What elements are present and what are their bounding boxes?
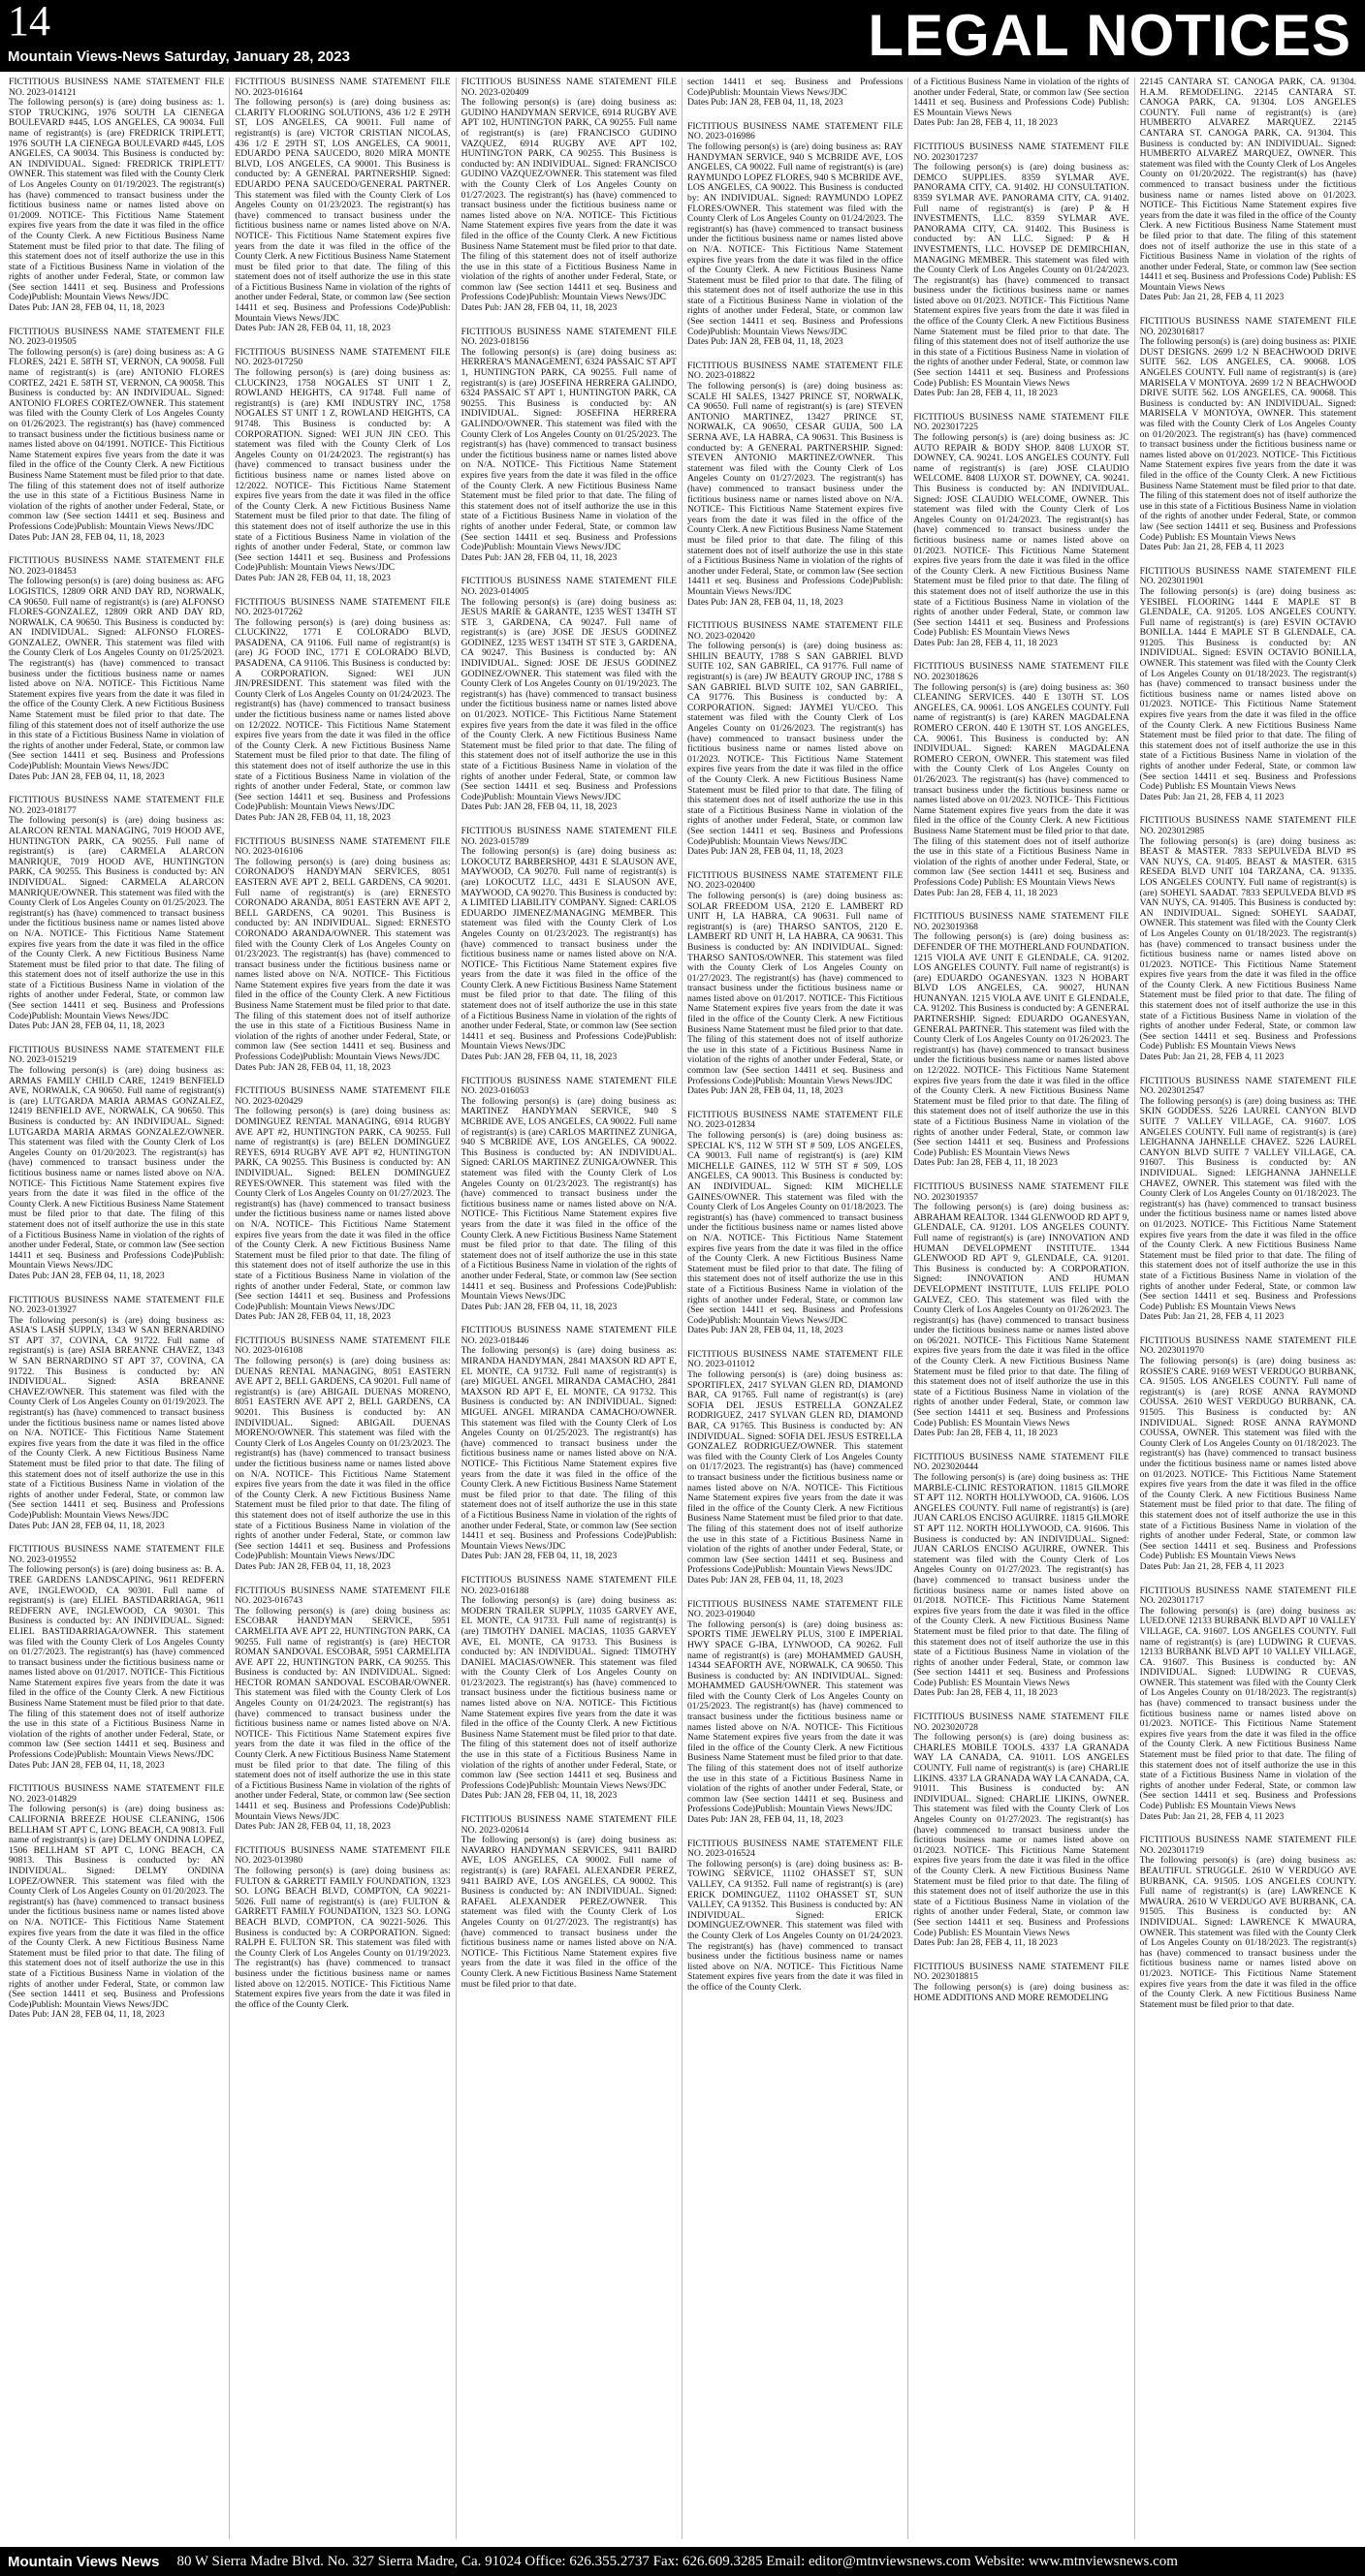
notice-body: The following person(s) is (are) doing business as: ROSSIE'S CARE. 9169 WEST VERDUGO BURBANK, CA. 91505. LOS ANGELES COUNTY. Full name of registrant(s) is (are) ROSE ANNA RAYMOND COUSSA. 2610 WEST VERDUGO BURBANK, CA. 91505. This Business is conducted by: AN INDIVIDUAL. Signed: ROSE ANNA RAYMOND COUSSA, OWNER. This statement was filed with the County Clerk of Los Angeles County on 01/18/2023. The registrant(s) has (have) commenced to transact business under the fictitious business name or names listed above on 01/2023. NOTICE- This Fictitious Name Statement expires five years from the date it was filed in the office of the County Clerk. A new Fictitious Business Name Statement must be filed prior to that date. The filing of this statement does not of itself authorize the use in this state of a Fictitious Business Name in violation of the rights of another under Federal, State, or common law (See section 14411 et seq. Business and Professions Code) Publish: ES Mountain Views News [1139,1356,1356,1562]
notice-body: The following person(s) is (are) doing business as: LOKOCUTZ BARBERSHOP, 4431 E SLAUSON AVE, MAYWOOD, CA 90270. Full name of registrant(s) is (are) LOKOCUTZ LLC, 4431 E SLAUSON AVE, MAYWOOD, CA 90270. This Business is conducted by: A LIMITED LIABILITY COMPANY. Signed: CARLOS EDUARDO JIMENEZ/MANAGING MEMBER. This statement was filed with the County Clerk of Los Angeles County on 01/23/2023. The registrant(s) has (have) commenced to transact business under the fictitious business name or names listed above on N/A. NOTICE- This Fictitious Name Statement expires five years from the date it was filed in the office of the County Clerk. A new Fictitious Business Name Statement must be filed prior to that date. The filing of this statement does not of itself authorize the use in this state of a Fictitious Business Name in violation of the rights of another under Federal, State, or common law (See section 14411 et seq. Business and Professions Code)Publish: Mountain Views News/JDC [460,846,677,1052]
legal-notice [9,78,224,314]
legal-notice [9,1545,224,1771]
notice-heading: FICTITIOUS BUSINESS NAME STATEMENT FILE NO. 2023-018453 [9,555,225,577]
notice-heading: FICTITIOUS BUSINESS NAME STATEMENT FILE NO. 2023-020409 [460,78,677,98]
notice-heading: FICTITIOUS BUSINESS NAME STATEMENT FILE NO. 2023011970 [1139,1335,1356,1357]
notice-heading: FICTITIOUS BUSINESS NAME STATEMENT FILE NO. 2023-016986 [686,120,904,142]
notice-heading: FICTITIOUS BUSINESS NAME STATEMENT FILE NO. 2023-019552 [9,1544,225,1565]
notice-publication-dates: Dates Pub: Jan 21, 28, FEB 4, 11 2023 [1139,542,1285,553]
notice-publication-dates: Dates Pub: Jan 21, 28, FEB 4, 11 2023 [1139,1560,1285,1572]
notice-body: The following person(s) is (are) doing business as: SCALE HI SALES, 13427 PRINCE ST, NORWALK, CA 90650. Full name of registrant(s) is (are) STEVEN ANTONIO MARTINEZ, 13427 PRINCE ST, NORWALK, CA 90650, CESAR GUIJA, 500 LA SERNA AVE, LA HABRA, CA 90631. This Business is conducted by: A GENERAL PARTNERSHIP. Signed: STEVEN ANTONIO MARTINEZ/OWNER. This statement was filed with the County Clerk of Los Angeles County on 01/27/2023. The registrant(s) has (have) commenced to transact business under the fictitious business name or names listed above on N/A. NOTICE- This Fictitious Name Statement expires five years from the date it was filed in the office of the County Clerk. A new Fictitious Business Name Statement must be filed prior to that date. The filing of this statement does not of itself authorize the use in this state of a Fictitious Business Name in violation of the rights of another under Federal, State, or common law (See section 14411 et seq. Business and Professions Code)Publish: Mountain Views News/JDC [686,381,904,597]
notice-publication-dates: Dates Pub: Jan 21, 28, FEB 4, 11 2023 [1139,1311,1285,1323]
notice-publication-dates: Dates Pub: JAN 28, FEB 04, 11, 18, 2023 [686,1325,843,1336]
legal-notice [461,328,677,564]
notice-body: The following person(s) is (are) doing business as: CLUCKIN23, 1758 NOGALES ST UNIT 1 Z, ROWLAND HEIGHTS, CA 91748. Full name of registrant(s) is (are) KMI INDUSTRY INC, 1758 NOGALES ST UNIT 1 Z, ROWLAND HEIGHTS, CA 91748. This Business is conducted by: A CORPORATION. Signed: WEI JUN JIN CEO. This statement was filed with the County Clerk of Los Angeles County on 01/24/2023. The registrant(s) has (have) commenced to transact business under the fictitious business name or names listed above on 12/2022. NOTICE- This Fictitious Name Statement expires five years from the date it was filed in the office of the County Clerk. A new Fictitious Business Name Statement must be filed prior to that date. The filing of this statement does not of itself authorize the use in this state of a Fictitious Business Name in violation of the rights of another under Federal, State, or common law (See section 14411 et seq. Business and Professions Code)Publish: Mountain Views News/JDC [235,367,451,574]
notice-heading: FICTITIOUS BUSINESS NAME STATEMENT FILE NO. 2023020728 [913,1712,1129,1733]
legal-notice [461,1326,677,1562]
paper-name-date: Mountain Views-News Saturday, January 28, 2023 [8,48,350,65]
notice-body: The following person(s) is (are) doing business as: CLUCKIN22, 1771 E COLORADO BLVD, PASADENA, CA 91106. Full name of registrant(s) is (are) JG FOOD INC, 1771 E COLORADO BLVD, PASADENA, CA 91106. This Business is conducted by: A CORPORATION. Signed: WEI JUN JIN/PRESIDENT. This statement was filed with the County Clerk of Los Angeles County on 01/24/2023. The registrant(s) has (have) commenced to transact business under the fictitious business name or names listed above on 12/2022. NOTICE- This Fictitious Name Statement expires five years from the date it was filed in the office of the County Clerk. A new Fictitious Business Name Statement must be filed prior to that date. The filing of this statement does not of itself authorize the use in this state of a Fictitious Business Name in violation of the rights of another under Federal, State, or common law (See section 14411 et seq. Business and Professions Code)Publish: Mountain Views News/JDC [235,616,451,813]
notice-publication-dates: Dates Pub: JAN 28, FEB 04, 11, 18, 2023 [460,551,618,563]
notice-publication-dates: Dates Pub: JAN 28, FEB 04, 11, 18, 2023 [235,1560,391,1572]
legal-notice [9,556,224,782]
notice-heading: FICTITIOUS BUSINESS NAME STATEMENT FILE NO. 2023-015789 [460,825,677,847]
notice-publication-dates: Dates Pub: JAN 28, FEB 04, 11, 18, 2023 [686,596,843,608]
notice-publication-dates: Dates Pub: JAN 28, FEB 04, 11, 18, 2023 [686,1814,843,1825]
notice-publication-dates: Dates Pub: JAN 28, FEB 04, 11, 18, 2023 [9,302,165,314]
legal-notice [913,912,1128,1169]
notice-publication-dates: Dates Pub: JAN 28, FEB 04, 11, 18, 2023 [235,323,391,334]
notice-heading: FICTITIOUS BUSINESS NAME STATEMENT FILE NO. 2023-018446 [460,1325,677,1346]
legal-notice [687,361,903,608]
notice-publication-dates: Dates Pub: Jan 28, FEB 4, 11, 18 2023 [913,637,1058,648]
notice-publication-dates: Dates Pub: Jan 28, FEB 4, 11, 18 2023 [913,117,1058,129]
notice-heading: FICTITIOUS BUSINESS NAME STATEMENT FILE NO. 2023018815 [913,1961,1129,1983]
notice-body: The following person(s) is (are) doing business as: SPORTS TIME JEWELRY PLUS, 3100 E IMPERIAL HWY SPACE G-IBA, LYNWOOD, CA 90262. Full name of registrant(s) is (are) MOHAMMED GAUSH, 14344 SEAFORTH AVE, NORWALK, CA 90650. This Business is conducted by: AN INDIVIDUAL. Signed: MOHAMMED GAUSH/OWNER. This statement was filed with the County Clerk of Los Angeles County on 01/25/2023. The registrant(s) has (have) commenced to transact business under the fictitious business name or names listed above on N/A. NOTICE- This Fictitious Name Statement expires five years from the date it was filed in the office of the County Clerk. A new Fictitious Business Name Statement must be filed prior to that date. The filing of this statement does not of itself authorize the use in this state of a Fictitious Business Name in violation of the rights of another under Federal, State, or common law (See section 14411 et seq. Business and Professions Code)Publish: Mountain Views News/JDC [686,1618,904,1815]
notice-body: The following person(s) is (are) doing business as: ALARCON RENTAL MANAGING, 7019 HOOD AVE, HUNTINGTON PARK, CA 90255. Full name of registrant(s) is (are) CARMELA ALARCON MANRIQUE, 7019 HOOD AVE, HUNTINGTON PARK, CA 90255. This Business is conducted by: AN INDIVIDUAL. Signed: CARMELA ALARCON MANRIQUE/OWNER. This statement was filed with the County Clerk of Los Angeles County on 01/25/2023. The registrant(s) has (have) commenced to transact business under the fictitious business name or names listed above on N/A. NOTICE- This Fictitious Name Statement expires five years from the date it was filed in the office of the County Clerk. A new Fictitious Business Name Statement must be filed prior to that date. The filing of this statement does not of itself authorize the use in this state of a Fictitious Business Name in violation of the rights of another under Federal, State, or common law (See section 14411 et seq. Business and Professions Code)Publish: Mountain Views News/JDC [9,815,225,1021]
notice-body: 22145 CANTARA ST. CANOGA PARK, CA. 91304. H.A.M. REMODELING. 22145 CANTARA ST. CANOGA PARK, CA. 91304. LOS ANGELES COUNTY. Full name of registrant(s) is (are) HUMBERTO ALVAREZ MARQUEZ. 22145 CANTARA ST. CANOGA PARK, CA. 91304. This Business is conducted by: AN INDIVIDUAL. Signed: HUMBERTO ALVAREZ MARQUEZ, OWNER. This statement was filed with the County Clerk of Los Angeles County on 01/20/2022. The registrant(s) has (have) commenced to transact business under the fictitious business name or names listed above on 01/2023. NOTICE- This Fictitious Name Statement expires five years from the date it was filed in the office of the County Clerk. A new Fictitious Business Name Statement must be filed prior to that date. The filing of this statement does not of itself authorize the use in this state of a Fictitious Business Name in violation of the rights of another under Federal, State, or common law (See section 14411 et seq. Business and Professions Code) Publish: ES Mountain Views News [1139,78,1356,293]
notice-publication-dates: Dates Pub: JAN 28, FEB 04, 11, 18, 2023 [686,336,843,348]
notice-body: The following person(s) is (are) doing business as: MODERN TRAILER SUPPLY, 11035 GARVEY AVE, EL MONTE, CA 91733. Full name of registrant(s) is (are) TIMOTHY DANIEL MACIAS, 11035 GARVEY AVE, EL MONTE, CA 91733. This Business is conducted by: AN INDIVIDUAL. Signed: TIMOTHY DANIEL MACIAS/OWNER. This statement was filed with the County Clerk of Los Angeles County on 01/23/2023. The registrant(s) has (have) commenced to transact business under the fictitious business name or names listed above on N/A. NOTICE- This Fictitious Name Statement expires five years from the date it was filed in the office of the County Clerk. A new Fictitious Business Name Statement must be filed prior to that date. The filing of this statement does not of itself authorize the use in this state of a Fictitious Business Name in violation of the rights of another under Federal, State, or common law (See section 14411 et seq. Business and Professions Code)Publish: Mountain Views News/JDC [460,1595,677,1791]
notice-publication-dates: Dates Pub: JAN 28, FEB 04, 11, 18, 2023 [9,531,165,543]
legal-notice [913,1453,1128,1699]
notice-heading: FICTITIOUS BUSINESS NAME STATEMENT FILE NO. 2023-012834 [686,1109,904,1131]
notice-body: The following person(s) is (are) doing business as: 1. STOP TRUCKING, 1976 SOUTH LA CIENEGA BOULEVARD #445, LOS ANGELES, CA 90034. Full name of registrant(s) is (are) FREDRICK TRIPLETT, 1976 SOUTH LA CIENEGA BOULEVARD #445, LOS ANGELES, CA 90034. This Business is conducted by: AN INDIVIDUAL. Signed: FREDRICK TRIPLETT/ OWNER. This statement was filed with the County Clerk of Los Angeles County on 01/19/2023. The registrant(s) has (have) commenced to transact business under the fictitious business name or names listed above on 01/2009. NOTICE- This Fictitious Name Statement expires five years from the date it was filed in the office of the County Clerk. A new Fictitious Business Name Statement must be filed prior to that date. The filing of this statement does not of itself authorize the use in this state of a Fictitious Business Name in violation of the rights of another under Federal, State, or common law (See section 14411 et seq. Business and Professions Code)Publish: Mountain Views News/JDC [9,97,225,303]
legal-notice [913,662,1128,898]
notice-heading: FICTITIOUS BUSINESS NAME STATEMENT FILE NO. 2023-020614 [460,1814,677,1836]
notice-body: The following person(s) is (are) doing business as: GUDINO HANDYMAN SERVICE, 6914 RUGBY AVE APT 102, HUNTINGTON PARK, CA 90255. Full name of registrant(s) is (are) FRANCISCO GUDINO VAZQUEZ, 6914 RUGBY AVE APT 102, HUNTINGTON PARK, CA 90255. This Business is conducted by: AN INDIVIDUAL. Signed: FRANCISCO GUDINO VAZQUEZ/OWNER. This statement was filed with the County Clerk of Los Angeles County on 01/27/2023. The registrant(s) has (have) commenced to transact business under the fictitious business name or names listed above on N/A. NOTICE- This Fictitious Name Statement expires five years from the date it was filed in the office of the County Clerk. A new Fictitious Business Name Statement must be filed prior to that date. The filing of this statement does not of itself authorize the use in this state of a Fictitious Business Name in violation of the rights of another under Federal, State, or common law (See section 14411 et seq. Business and Professions Code)Publish: Mountain Views News/JDC [460,97,677,303]
notice-publication-dates: Dates Pub: JAN 28, FEB 04, 11, 18, 2023 [235,1061,391,1073]
notice-heading: FICTITIOUS BUSINESS NAME STATEMENT FILE NO. 2023-019040 [686,1598,904,1620]
notice-publication-dates: Dates Pub: JAN 28, FEB 04, 11, 18, 2023 [235,1311,391,1323]
legal-notice [461,1077,677,1313]
notice-body: The following person(s) is (are) doing business as: DOMINGUEZ RENTAL MANAGING, 6914 RUGBY AVE APT #2, HUNTINGTON PARK, CA 90255. Full name of registrant(s) is (are) BELEN DOMINGUEZ REYES, 6914 RUGBY AVE APT #2, HUNTINGTON PARK, CA 90255. This Business is conducted by: AN INDIVIDUAL. Signed: BELEN DOMINGUEZ REYES/OWNER. This statement was filed with the County Clerk of Los Angeles County on 01/27/2023. The registrant(s) has (have) commenced to transact business under the fictitious business name or names listed above on N/A. NOTICE- This Fictitious Name Statement expires five years from the date it was filed in the office of the County Clerk. A new Fictitious Business Name Statement must be filed prior to that date. The filing of this statement does not of itself authorize the use in this state of a Fictitious Business Name in violation of the rights of another under Federal, State, or common law (See section 14411 et seq. Business and Professions Code)Publish: Mountain Views News/JDC [235,1106,451,1312]
notice-publication-dates: Dates Pub: JAN 28, FEB 04, 11, 18, 2023 [9,770,165,782]
notice-heading: FICTITIOUS BUSINESS NAME STATEMENT FILE NO. 2023011717 [1139,1585,1356,1607]
notice-publication-dates: Dates Pub: JAN 28, FEB 04, 11, 18, 2023 [460,1551,618,1562]
notice-publication-dates: Dates Pub: Jan 21, 28, FEB 4, 11 2023 [1139,791,1285,802]
legal-notice [687,1839,903,1994]
notice-body: The following person(s) is (are) doing business as: ESCOBAR HANDYMAN SERVICE, 5951 CARMELITA AVE APT 22, HUNTINGTON PARK, CA 90255. Full name of registrant(s) is (are) HECTOR ROMAN SANDOVAL ESCOBAR, 5951 CARMELITA AVE APT 22, HUNTINGTON PARK, CA 90255. This Business is conducted by: AN INDIVIDUAL. Signed: HECTOR ROMAN SANDOVAL ESCOBAR/OWNER. This statement was filed with the County Clerk of Los Angeles County on 01/24/2023. The registrant(s) has (have) commenced to transact business under the fictitious business name or names listed above on N/A. NOTICE- This Fictitious Name Statement expires five years from the date it was filed in the office of the County Clerk. A new Fictitious Business Name Statement must be filed prior to that date. The filing of this statement does not of itself authorize the use in this state of a Fictitious Business Name in violation of the rights of another under Federal, State, or common law (See section 14411 et seq. Business and Professions Code)Publish: Mountain Views News/JDC [235,1605,451,1822]
notice-heading: FICTITIOUS BUSINESS NAME STATEMENT FILE NO. 2023-020400 [686,869,904,892]
notice-body: The following person(s) is (are) doing business as: ARMAS FAMILY CHILD CARE, 12419 BENFIELD AVE, NORWALK, CA 90650. Full name of registrant(s) is (are) LUTGARDA MARIA ARMAS GONZALEZ, 12419 BENFIELD AVE, NORWALK, CA 90650. This Business is conducted by: AN INDIVIDUAL. Signed: LUTGARDA MARIA ARMAS GONZALEZ/OWNER. This statement was filed with the County Clerk of Los Angeles County on 01/20/2023. The registrant(s) has (have) commenced to transact business under the fictitious business name or names listed above on N/A. NOTICE- This Fictitious Name Statement expires five years from the date it was filed in the office of the County Clerk. A new Fictitious Business Name Statement must be filed prior to that date. The filing of this statement does not of itself authorize the use in this state of a Fictitious Business Name in violation of the rights of another under Federal, State, or common law (See section 14411 et seq. Business and Professions Code)Publish: Mountain Views News/JDC [9,1065,225,1272]
notice-body: The following person(s) is (are) doing business as: ABRAHAM REALTOR. 1344 GLENWOOD RD APT 9, GLENDALE, CA. 91201. LOS ANGELES COUNTY. Full name of registrant(s) is (are) INNOVATION AND HUMAN DEVELOPMENT INSTITUTE. 1344 GLENWOOD RD APT 9, GLENDALE, CA. 91201. This Business is conducted by: A CORPORATION. Signed: INNOVATION AND HUMAN DEVELOPMENT INSTITUTE, LUIS FELIPE POLO GALVEZ, CEO. This statement was filed with the County Clerk of Los Angeles County on 01/26/2023. The registrant(s) has (have) commenced to transact business under the fictitious business name or names listed above on 06/2021. NOTICE- This Fictitious Name Statement expires five years from the date it was filed in the office of the County Clerk. A new Fictitious Business Name Statement must be filed prior to that date. The filing of this statement does not of itself authorize the use in this state of a Fictitious Business Name in violation of the rights of another under Federal, State, or common law (See section 14411 et seq. Business and Professions Code) Publish: ES Mountain Views News [913,1202,1129,1429]
notice-publication-dates: Dates Pub: JAN 28, FEB 04, 11, 18, 2023 [460,1052,618,1063]
notice-publication-dates: Dates Pub: JAN 28, FEB 04, 11, 18, 2023 [9,2009,165,2021]
notice-publication-dates: Dates Pub: JAN 28, FEB 04, 11, 18, 2023 [235,1821,391,1833]
notice-publication-dates: Dates Pub: JAN 28, FEB 04, 11, 18, 2023 [9,1759,165,1771]
notice-body: The following person(s) is (are) doing business as: SPORTIFLEX, 2417 SYLVAN GLEN RD, DIAMOND BAR, CA 91765. Full name of registrant(s) is (are) SOFIA DEL JESUS ESTRELLA GONZALEZ RODRIGUEZ, 2417 SYLVAN GLEN RD, DIAMOND BAR, CA 91765. This Business is conducted by: AN INDIVIDUAL. Signed: SOFIA DEL JESUS ESTRELLA GONZALEZ RODRIGUEZ/OWNER. This statement was filed with the County Clerk of Los Angeles County on 01/17/2023. The registrant(s) has (have) commenced to transact business under the fictitious business name or names listed above on N/A. NOTICE- This Fictitious Name Statement expires five years from the date it was filed in the office of the County Clerk. A new Fictitious Business Name Statement must be filed prior to that date. The filing of this statement does not of itself authorize the use in this state of a Fictitious Business Name in violation of the rights of another under Federal, State, or common law (See section 14411 et seq. Business and Professions Code)Publish: Mountain Views News/JDC [686,1369,904,1576]
legal-notice [687,1350,903,1586]
notice-body: The following person(s) is (are) doing business as: RAY HANDYMAN SERVICE, 940 S MCBRIDE AVE, LOS ANGELES, CA 90022. Full name of registrant(s) is (are) RAYMUNDO LOPEZ FLORES, 940 S MCBRIDE AVE, LOS ANGELES, CA 90022. This Business is conducted by: AN INDIVIDUAL. Signed: RAYMUNDO LOPEZ FLORES/OWNER. This statement was filed with the County Clerk of Los Angeles County on 01/24/2023. The registrant(s) has (have) commenced to transact business under the fictitious business name or names listed above on N/A. NOTICE- This Fictitious Name Statement expires five years from the date it was filed in the office of the County Clerk. A new Fictitious Business Name Statement must be filed prior to that date. The filing of this statement does not of itself authorize the use in this state of a Fictitious Business Name in violation of the rights of another under Federal, State, or common law (See section 14411 et seq. Business and Professions Code)Publish: Mountain Views News/JDC [686,141,904,337]
notice-heading: FICTITIOUS BUSINESS NAME STATEMENT FILE NO. 2023012985 [1139,815,1356,836]
notice-column [4,78,230,2539]
legal-notice [461,577,677,813]
notice-body: The following person(s) is (are) doing business as: DEMCO SUPPLIES. 8359 SYLMAR AVE. PANORAMA CITY, CA. 91402. HJ CONSULTATION. 8359 SYLMAR AVE. PANORAMA CITY, CA. 91402. Full name of registrant(s) is (are) P & H INVESTMENTS, LLC. 8359 SYLMAR AVE. PANORAMA CITY, CA. 91402. This Business is conducted by: AN LLC. Signed: P & H INVESTMENTS, LLC. HOVSEP DE DEMIRCHIAN, MANAGING MEMBER. This statement was filed with the County Clerk of Los Angeles County on 01/24/2023. The registrant(s) has (have) commenced to transact business under the fictitious business name or names listed above on 01/2023. NOTICE- This Fictitious Name Statement expires five years from the date it was filed in the office of the County Clerk. A new Fictitious Business Name Statement must be filed prior to that date. The filing of this statement does not of itself authorize the use in this state of a Fictitious Business Name in violation of the rights of another under Federal, State, or common law (See section 14411 et seq. Business and Professions Code) Publish: ES Mountain Views News [913,162,1129,389]
legal-notice [9,1296,224,1532]
notice-columns [4,78,1361,2539]
notice-body: The following person(s) is (are) doing business as: HERRERA'S MANAGEMENT, 6324 PASSAIC ST APT 1, HUNTINGTON PARK, CA 90255. Full name of registrant(s) is (are) JOSEFINA HERRERA GALINDO, 6324 PASSAIC ST APT 1, HUNTINGTON PARK, CA 90255. This Business is conducted by: AN INDIVIDUAL. Signed: JOSEFINA HERRERA GALINDO/OWNER. This statement was filed with the County Clerk of Los Angeles County on 01/25/2023. The registrant(s) has (have) commenced to transact business under the fictitious business name or names listed above on N/A. NOTICE- This Fictitious Name Statement expires five years from the date it was filed in the office of the County Clerk. A new Fictitious Business Name Statement must be filed prior to that date. The filing of this statement does not of itself authorize the use in this state of a Fictitious Business Name in violation of the rights of another under Federal, State, or common law (See section 14411 et seq. Business and Professions Code)Publish: Mountain Views News/JDC [460,346,677,553]
notice-body: The following person(s) is (are) doing business as: PIXIE DUST DESIGNS. 2699 1/2 N BEACHWOOD DRIVE SUITE 562. LOS ANGELES, CA. 90068. LOS ANGELES COUNTY. Full name of registrant(s) is (are) MARISELA V MONTOYA. 2699 1/2 N BEACHWOOD DRIVE SUITE 562. LOS ANGELES, CA. 90068. This Business is conducted by: AN INDIVIDUAL. Signed: MARISELA V MONTOYA, OWNER. This statement was filed with the County Clerk of Los Angeles County on 01/20/2023. The registrant(s) has (have) commenced to transact business under the fictitious business name or names listed above on 01/2023. NOTICE- This Fictitious Name Statement expires five years from the date it was filed in the office of the County Clerk. A new Fictitious Business Name Statement must be filed prior to that date. The filing of this statement does not of itself authorize the use in this state of a Fictitious Business Name in violation of the rights of another under Federal, State, or common law (See section 14411 et seq. Business and Professions Code) Publish: ES Mountain Views News [1139,336,1356,543]
footer-contact-info: 80 W Sierra Madre Blvd. No. 327 Sierra Madre, Ca. 91024 Office: 626.355.2737 Fax: 626.609.3285 Email: editor@mtnviewsnews.com Website: www.mtnviewsnews.com [176,2553,1178,2569]
notice-body: The following person(s) is (are) doing business as: SHILIN BEAUTY, 1788 S SAN GABRIEL BLVD SUITE 102, SAN GABRIEL, CA 91776. Full name of registrant(s) is (are) JW BEAUTY GROUP INC, 1788 S SAN GABRIEL BLVD SUITE 102, SAN GABRIEL, CA 91776. This Business is conducted by: A CORPORATION. Signed: JAYMEI YU/CEO. This statement was filed with the County Clerk of Los Angeles County on 01/26/2023. The registrant(s) has (have) commenced to transact business under the fictitious business name or names listed above on 01/2023. NOTICE- This Fictitious Name Statement expires five years from the date it was filed in the office of the County Clerk. A new Fictitious Business Name Statement must be filed prior to that date. The filing of this statement does not of itself authorize the use in this state of a Fictitious Business Name in violation of the rights of another under Federal, State, or common law (See section 14411 et seq. Business and Professions Code)Publish: Mountain Views News/JDC [686,641,904,847]
legal-notice [687,78,903,109]
notice-body: The following person(s) is (are) doing business as: MIRANDA HANDYMAN, 2841 MAXSON RD APT E, EL MONTE, CA 91732. Full name of registrant(s) is (are) MIGUEL ANGEL MIRANDA CAMACHO, 2841 MAXSON RD APT E, EL MONTE, CA 91732. This Business is conducted by: AN INDIVIDUAL. Signed: MIGUEL ANGEL MIRANDA CAMACHO/OWNER. This statement was filed with the County Clerk of Los Angeles County on 01/25/2023. The registrant(s) has (have) commenced to transact business under the fictitious business name or names listed above on N/A. NOTICE- This Fictitious Name Statement expires five years from the date it was filed in the office of the County Clerk. A new Fictitious Business Name Statement must be filed prior to that date. The filing of this statement does not of itself authorize the use in this state of a Fictitious Business Name in violation of the rights of another under Federal, State, or common law (See section 14411 et seq. Business and Professions Code)Publish: Mountain Views News/JDC [460,1345,677,1552]
notice-heading: FICTITIOUS BUSINESS NAME STATEMENT FILE NO. 2023011719 [1139,1835,1356,1856]
notice-heading: FICTITIOUS BUSINESS NAME STATEMENT FILE NO. 2023-013927 [9,1294,225,1316]
notice-body: The following person(s) is (are) doing business as: ASIA'S LASH SUPPLY, 1343 W SAN BERNARDINO ST APT 37, COVINA, CA 91722. Full name of registrant(s) is (are) ASIA BREANNE CHAVEZ, 1343 W SAN BERNARDINO ST APT 37, COVINA, CA 91722. This Business is conducted by: AN INDIVIDUAL. Signed: ASIA BREANNE CHAVEZ/OWNER. This statement was filed with the County Clerk of Los Angeles County on 01/19/2023. The registrant(s) has (have) commenced to transact business under the fictitious business name or names listed above on N/A. NOTICE- This Fictitious Name Statement expires five years from the date it was filed in the office of the County Clerk. A new Fictitious Business Name Statement must be filed prior to that date. The filing of this statement does not of itself authorize the use in this state of a Fictitious Business Name in violation of the rights of another under Federal, State, or common law (See section 14411 et seq. Business and Professions Code)Publish: Mountain Views News/JDC [9,1314,225,1521]
notice-body: The following person(s) is (are) doing business as: CALIFORNIA BREEZE HOUSE CLEANING, 1506 BELLHAM ST APT C, LONG BEACH, CA 90813. Full name of registrant(s) is (are) DELMY ONDINA LOPEZ, 1506 BELLHAM ST APT C, LONG BEACH, CA 90813. This Business is conducted by: AN INDIVIDUAL. Signed: DELMY ONDINA LOPEZ/OWNER. This statement was filed with the County Clerk of Los Angeles County on 01/20/2023. The registrant(s) has (have) commenced to transact business under the fictitious business name or names listed above on N/A. NOTICE- This Fictitious Name Statement expires five years from the date it was filed in the office of the County Clerk. A new Fictitious Business Name Statement must be filed prior to that date. The filing of this statement does not of itself authorize the use in this state of a Fictitious Business Name in violation of the rights of another under Federal, State, or common law (See section 14411 et seq. Business and Professions Code)Publish: Mountain Views News/JDC [9,1804,225,2010]
legal-notice [235,598,450,824]
notice-heading: FICTITIOUS BUSINESS NAME STATEMENT FILE NO. 2023-020429 [235,1085,451,1107]
legal-notice [687,871,903,1097]
notice-heading: FICTITIOUS BUSINESS NAME STATEMENT FILE NO. 2023020444 [913,1451,1129,1473]
notice-publication-dates: Dates Pub: JAN 28, FEB 04, 11, 18, 2023 [686,1085,843,1097]
notice-heading: FICTITIOUS BUSINESS NAME STATEMENT FILE NO. 2023-016743 [235,1585,451,1607]
notice-body: The following person(s) is (are) doing business as: DEFENDER OF THE MOTHERLAND FOUNDATION. 1215 VIOLA AVE UNIT E GLENDALE, CA. 91202. LOS ANGELES COUNTY. Full name of registrant(s) is (are) EDUARDO OGANESYAN. 1323 N HOBART BLVD LOS ANGELES, CA. 90027, HUNAN HUNANYAN. 1215 VIOLA AVE UNIT E GLENDALE, CA. 91202. This Business is conducted by: A GENERAL PARTNERSHIP. Signed: EDUARDO OGANESYAN, GENERAL PARTNER. This statement was filed with the County Clerk of Los Angeles County on 01/26/2023. The registrant(s) has (have) commenced to transact business under the fictitious business name or names listed above on 12/2022. NOTICE- This Fictitious Name Statement expires five years from the date it was filed in the office of the County Clerk. A new Fictitious Business Name Statement must be filed prior to that date. The filing of this statement does not of itself authorize the use in this state of a Fictitious Business Name in violation of the rights of another under Federal, State, or common law (See section 14411 et seq. Business and Professions Code) Publish: ES Mountain Views News [913,931,1129,1158]
notice-body: The following person(s) is (are) doing business as: CLARITY FLOORING SOLUTIONS, 436 1/2 E 29TH ST, LOS ANGELES, CA 90011. Full name of registrant(s) is (are) VICTOR CRISTIAN NICOLAS, 436 1/2 E 29TH ST, LOS ANGELES, CA 90011, EDUARDO PENA SAUCEDO, 8020 MIRA MONTE BLVD, LOS ANGELES, CA 90001. This Business is conducted by: A GENERAL PARTNERSHIP. Signed: EDUARDO PENA SAUCEDO/GENERAL PARTNER. This statement was filed with the County Clerk of Los Angeles County on 01/23/2023. The registrant(s) has (have) commenced to transact business under the fictitious business name or names listed above on N/A. NOTICE- This Fictitious Name Statement expires five years from the date it was filed in the office of the County Clerk. A new Fictitious Business Name Statement must be filed prior to that date. The filing of this statement does not of itself authorize the use in this state of a Fictitious Business Name in violation of the rights of another under Federal, State, or common law (See section 14411 et seq. Business and Professions Code)Publish: Mountain Views News/JDC [235,97,451,324]
legal-notice [235,1846,450,2011]
legal-notice [235,1586,450,1833]
notice-body: The following person(s) is (are) doing business as: A G FLORES, 2421 E. 58TH ST, VERNON, CA 90058. Full name of registrant(s) is (are) ANTONIO FLORES CORTEZ, 2421 E. 58TH ST, VERNON, CA 90058. This Business is conducted by: AN INDIVIDUAL. Signed: ANTONIO FLORES CORTEZ/OWNER. This statement was filed with the County Clerk of Los Angeles County on 01/26/2023. The registrant(s) has (have) commenced to transact business under the fictitious business name or names listed above on 04/1991. NOTICE- This Fictitious Name Statement expires five years from the date it was filed in the office of the County Clerk. A new Fictitious Business Name Statement must be filed prior to that date. The filing of this statement does not of itself authorize the use in this state of a Fictitious Business Name in violation of the rights of another under Federal, State, or common law (See section 14411 et seq. Business and Professions Code)Publish: Mountain Views News/JDC [9,346,225,532]
notice-heading: FICTITIOUS BUSINESS NAME STATEMENT FILE NO. 2023-020420 [686,620,904,642]
notice-publication-dates: Dates Pub: Jan 28, FEB 4, 11, 18 2023 [913,1687,1058,1699]
notice-publication-dates: Dates Pub: Jan 21, 28, FEB 4, 11 2023 [1139,1052,1285,1063]
notice-heading: FICTITIOUS BUSINESS NAME STATEMENT FILE NO. 2023018626 [913,661,1129,683]
notice-heading: FICTITIOUS BUSINESS NAME STATEMENT FILE NO. 2023-018822 [686,360,904,382]
notice-heading: FICTITIOUS BUSINESS NAME STATEMENT FILE NO. 2023-014829 [9,1783,225,1805]
legal-notice [235,1086,450,1323]
notice-body: The following person(s) is (are) doing business as: HOME ADDITIONS AND MORE REMODELING [913,1981,1129,2003]
legal-notice [913,1963,1128,2003]
page-header [0,0,1365,72]
notice-heading: FICTITIOUS BUSINESS NAME STATEMENT FILE NO. 2023-016164 [235,78,451,98]
legal-notice [9,796,224,1032]
legal-notice [461,1815,677,1990]
legal-notice [1140,1586,1356,1823]
notice-heading: FICTITIOUS BUSINESS NAME STATEMENT FILE NO. 2023-016053 [460,1075,677,1097]
notice-body: The following person(s) is (are) doing business as: BEAST & MASTER. 7833 SEPULVEDA BLVD #S VAN NUYS, CA. 91405. BEAST & MASTER. 6315 RESEDA BLVD UNIT 104 TARZANA, CA. 91335. LOS ANGELES COUNTY. Full name of registrant(s) is (are) SOHEYL SAADAT. 7833 SEPULVEDA BLVD #S VAN NUYS, CA. 91405. This Business is conducted by: AN INDIVIDUAL. Signed: SOHEYL SAADAT, OWNER. This statement was filed with the County Clerk of Los Angeles County on 01/18/2023. The registrant(s) has (have) commenced to transact business under the fictitious business name or names listed above on 01/2023. NOTICE- This Fictitious Name Statement expires five years from the date it was filed in the office of the County Clerk. A new Fictitious Business Name Statement must be filed prior to that date. The filing of this statement does not of itself authorize the use in this state of a Fictitious Business Name in violation of the rights of another under Federal, State, or common law (See section 14411 et seq. Business and Professions Code) Publish: ES Mountain Views News [1139,835,1356,1052]
notice-body: The following person(s) is (are) doing business as: SOLAR FREEDOM USA, 2120 E. LAMBERT RD UNIT H, LA HABRA, CA 90631. Full name of registrant(s) is (are) THARSO SANTOS, 2120 E. LAMBERT RD UNIT H, LA HABRA, CA 90631. This Business is conducted by: AN INDIVIDUAL. Signed: THARSO SANTOS/OWNER. This statement was filed with the County Clerk of Los Angeles County on 01/27/2023. The registrant(s) has (have) commenced to transact business under the fictitious business name or names listed above on 01/2017. NOTICE- This Fictitious Name Statement expires five years from the date it was filed in the office of the County Clerk. A new Fictitious Business Name Statement must be filed prior to that date. The filing of this statement does not of itself authorize the use in this state of a Fictitious Business Name in violation of the rights of another under Federal, State, or common law (See section 14411 et seq. Business and Professions Code)Publish: Mountain Views News/JDC [686,890,904,1086]
legal-notice [687,1600,903,1826]
notice-heading: FICTITIOUS BUSINESS NAME STATEMENT FILE NO. 2023019368 [913,911,1129,932]
notice-body: The following person(s) is (are) doing business as: NAVARRO HANDYMAN SERVICES, 9411 BAIRD AVE, LOS ANGELES, CA 90002. Full name of registrant(s) is (are) RAFAEL ALEXANDER PEREZ, 9411 BAIRD AVE, LOS ANGELES, CA 90002. This Business is conducted by: AN INDIVIDUAL. Signed: RAFAEL ALEXANDER PEREZ/OWNER. This statement was filed with the County Clerk of Los Angeles County on 01/27/2023. The registrant(s) has (have) commenced to transact business under the fictitious business name or names listed above on N/A. NOTICE- This Fictitious Name Statement expires five years from the date it was filed in the office of the County Clerk. A new Fictitious Business Name Statement must be filed prior to that date. [460,1835,677,1990]
notice-body: The following person(s) is (are) doing business as: THE MARBLE-CLINIC RESTORATION. 11815 GILMORE ST APT 112. NORTH HOLLYWOOD, CA. 91606. LOS ANGELES COUNTY. Full name of registrant(s) is (are) JUAN CARLOS ENCISO AGUIRRE. 11815 GILMORE ST APT 112. NORTH HOLLYWOOD, CA. 91606. This Business is conducted by: AN INDIVIDUAL. Signed: JUAN CARLOS ENCISO AGUIRRE, OWNER. This statement was filed with the County Clerk of Los Angeles County on 01/27/2023. The registrant(s) has (have) commenced to transact business under the fictitious business name or names listed above on 01/2018. NOTICE- This Fictitious Name Statement expires five years from the date it was filed in the office of the County Clerk. A new Fictitious Business Name Statement must be filed prior to that date. The filing of this statement does not of itself authorize the use in this state of a Fictitious Business Name in violation of the rights of another under Federal, State, or common law (See section 14411 et seq. Business and Professions Code) Publish: ES Mountain Views News [913,1472,1129,1688]
notice-body: The following person(s) is (are) doing business as: 360 CLEANING SERVICES. 440 E 130TH ST. LOS ANGELES, CA. 90061. LOS ANGELES COUNTY. Full name of registrant(s) is (are) KAREN MAGDALENA ROMERO CERON. 440 E 130TH ST. LOS ANGELES, CA. 90061. This Business is conducted by: AN INDIVIDUAL. Signed: KAREN MAGDALENA ROMERO CERON, OWNER. This statement was filed with the County Clerk of Los Angeles County on 01/26/2023. The registrant(s) has (have) commenced to transact business under the fictitious business name or names listed above on 01/2023. NOTICE- This Fictitious Name Statement expires five years from the date it was filed in the office of the County Clerk. A new Fictitious Business Name Statement must be filed prior to that date. The filing of this statement does not of itself authorize the use in this state of a Fictitious Business Name in violation of the rights of another under Federal, State, or common law (See section 14411 et seq. Business and Professions Code) Publish: ES Mountain Views News [913,681,1129,888]
legal-notice [235,1336,450,1573]
notice-column [457,78,682,2539]
notice-publication-dates: Dates Pub: JAN 28, FEB 04, 11, 18, 2023 [460,1790,618,1802]
legal-notice [913,78,1128,129]
notice-publication-dates: Dates Pub: JAN 28, FEB 04, 11, 18, 2023 [460,1301,618,1312]
legal-notice [9,1046,224,1282]
notice-body: The following person(s) is (are) doing business as: JESUS MARIE & GARANTE, 1235 WEST 134TH ST STE 3, GARDENA, CA 90247. Full name of registrant(s) is (are) JOSE DE JESUS GODINEZ GODINEZ, 1235 WEST 134TH ST STE 3, GARDENA, CA 90247. This Business is conducted by: AN INDIVIDUAL. Signed: JOSE DE JESUS GODINEZ GODINEZ/OWNER. This statement was filed with the County Clerk of Los Angeles County on 01/19/2023. The registrant(s) has (have) commenced to transact business under the fictitious business name or names listed above on 01/2023. NOTICE- This Fictitious Name Statement expires five years from the date it was filed in the office of the County Clerk. A new Fictitious Business Name Statement must be filed prior to that date. The filing of this statement does not of itself authorize the use in this state of a Fictitious Business Name in violation of the rights of another under Federal, State, or common law (See section 14411 et seq. Business and Professions Code)Publish: Mountain Views News/JDC [460,596,677,802]
notice-publication-dates: Dates Pub: JAN 28, FEB 04, 11, 18, 2023 [9,1270,165,1281]
notice-heading: FICTITIOUS BUSINESS NAME STATEMENT FILE NO. 2023-016106 [235,835,451,858]
legal-notice [1140,567,1356,803]
notice-publication-dates: Dates Pub: JAN 28, FEB 04, 11, 18, 2023 [9,1520,165,1531]
section-title: LEGAL NOTICES [868,3,1351,68]
notice-publication-dates: Dates Pub: Jan 28, FEB 4, 11, 18 2023 [913,887,1058,898]
notice-heading: FICTITIOUS BUSINESS NAME STATEMENT FILE NO. 2023-016188 [460,1574,677,1596]
legal-notice [235,348,450,584]
notice-body: section 14411 et seq. Business and Professions Code)Publish: Mountain Views News/JDC [686,78,904,98]
page-footer [0,2547,1365,2576]
legal-notice [687,1111,903,1336]
notice-body: The following person(s) is (are) doing business as: MARTINEZ HANDYMAN SERVICE, 940 S MCBRIDE AVE, LOS ANGELES, CA 90022. Full name of registrant(s) is (are) CARLOS MARTINEZ ZUNIGA, 940 S MCBRIDE AVE, LOS ANGELES, CA 90022. This Business is conducted by: AN INDIVIDUAL. Signed: CARLOS MARTINEZ ZUNIGA/OWNER. This statement was filed with the County Clerk of Los Angeles County on 01/23/2023. The registrant(s) has (have) commenced to transact business under the fictitious business name or names listed above on N/A. NOTICE- This Fictitious Name Statement expires five years from the date it was filed in the office of the County Clerk. A new Fictitious Business Name Statement must be filed prior to that date. The filing of this statement does not of itself authorize the use in this state of a Fictitious Business Name in violation of the rights of another under Federal, State, or common law (See section 14411 et seq. Business and Professions Code)Publish: Mountain Views News/JDC [460,1095,677,1303]
notice-heading: FICTITIOUS BUSINESS NAME STATEMENT FILE NO. 2023-017262 [235,596,451,618]
notice-publication-dates: Dates Pub: Jan 28, FEB 4, 11, 18 2023 [913,1937,1058,1949]
notice-heading: FICTITIOUS BUSINESS NAME STATEMENT FILE NO. 2023-017250 [235,346,451,368]
legal-notice [9,1784,224,2021]
legal-notice [1140,1077,1356,1323]
legal-notice [687,122,903,348]
notice-body: of a Fictitious Business Name in violation of the rights of another under Federal, State, or common law (See section 14411 et seq. Business and Professions Code) Publish: ES Mountain Views News [913,78,1129,118]
notice-heading: FICTITIOUS BUSINESS NAME STATEMENT FILE NO. 2023016817 [1139,316,1356,337]
legal-notice [461,1576,677,1802]
legal-notice [235,837,450,1074]
notice-body: The following person(s) is (are) doing business as: B. A. TREE GARDENS LANDSCAPING, 9611 REDFERN AVE, INGLEWOOD, CA 90301. Full name of registrant(s) is (are) ELIEL BASTIDARRIAGA, 9611 REDFERN AVE, INGLEWOOD, CA 90301. This Business is conducted by: AN INDIVIDUAL. Signed: ELIEL BASTIDARRIAGA/OWNER. This statement was filed with the County Clerk of Los Angeles County on 01/27/2023. The registrant(s) has (have) commenced to transact business under the fictitious business name or names listed above on 01/2017. NOTICE- This Fictitious Name Statement expires five years from the date it was filed in the office of the County Clerk. A new Fictitious Business Name Statement must be filed prior to that date. The filing of this statement does not of itself authorize the use in this state of a Fictitious Business Name in violation of the rights of another under Federal, State, or common law (See section 14411 et seq. Business and Professions Code)Publish: Mountain Views News/JDC [9,1564,225,1761]
notice-publication-dates: Dates Pub: JAN 28, FEB 04, 11, 18, 2023 [9,1021,165,1032]
legal-notice [235,78,450,334]
legal-notice [461,827,677,1063]
legal-notice [913,1182,1128,1439]
notice-publication-dates: Dates Pub: Jan 28, FEB 4, 11, 18 2023 [913,1428,1058,1439]
legal-notice [1140,317,1356,553]
notice-body: The following person(s) is (are) doing business as: DUENAS RENTAL MANAGING, 8051 EASTERN AVE APT 2, BELL GARDENS, CA 90201. Full name of registrant(s) is (are) ABIGAIL DUENAS MORENO, 8051 EASTERN AVE APT 2, BELL GARDENS, CA 90201. This Business is conducted by: AN INDIVIDUAL. Signed: ABIGAIL DUENAS MORENO/OWNER. This statement was filed with the County Clerk of Los Angeles County on 01/23/2023. The registrant(s) has (have) commenced to transact business under the fictitious business name or names listed above on N/A. NOTICE- This Fictitious Name Statement expires five years from the date it was filed in the office of the County Clerk. A new Fictitious Business Name Statement must be filed prior to that date. The filing of this statement does not of itself authorize the use in this state of a Fictitious Business Name in violation of the rights of another under Federal, State, or common law (See section 14411 et seq. Business and Professions Code)Publish: Mountain Views News/JDC [235,1356,451,1562]
notice-publication-dates: Dates Pub: Jan 28, FEB 4, 11, 18 2023 [913,388,1058,399]
notice-column [1135,78,1361,2539]
notice-body: The following person(s) is (are) doing business as: BEAUTIFUL STRUGGLE. 2610 W VERDUGO AVE BURBANK, CA. 91505. LOS ANGELES COUNTY. Full name of registrant(s) is (are) LAWRENCE K MWAURA. 2610 W VERDUGO AVE BURBANK, CA. 91505. This Business is conducted by: AN INDIVIDUAL. Signed: LAWRENCE K MWAURA, OWNER. This statement was filed with the County Clerk of Los Angeles County on 01/18/2023. The registrant(s) has (have) commenced to transact business under the fictitious business name or names listed above on 01/2023. NOTICE- This Fictitious Name Statement expires five years from the date it was filed in the office of the County Clerk. A new Fictitious Business Name Statement must be filed prior to that date. [1139,1855,1356,2010]
notice-body: The following person(s) is (are) doing business as: JC AUTO REPAIR & BODY SHOP. 8408 LUXOR ST. DOWNEY, CA. 90241. LOS ANGELES COUNTY. Full name of registrant(s) is (are) JOSE CLAUDIO WELCOME. 8408 LUXOR ST. DOWNEY, CA. 90241. This Business is conducted by: AN INDIVIDUAL. Signed: JOSE CLAUDIO WELCOME, OWNER. This statement was filed with the County Clerk of Los Angeles County on 01/24/2023. The registrant(s) has (have) commenced to transact business under the fictitious business name or names listed above on 01/2023. NOTICE- This Fictitious Name Statement expires five years from the date it was filed in the office of the County Clerk. A new Fictitious Business Name Statement must be filed prior to that date. The filing of this statement does not of itself authorize the use in this state of a Fictitious Business Name in violation of the rights of another under Federal, State, or common law (See section 14411 et seq. Business and Professions Code) Publish: ES Mountain Views News [913,432,1129,639]
legal-notice [461,78,677,314]
legal-notice [9,328,224,543]
footer-brand: Mountain Views News [8,2553,160,2570]
legal-notice [1140,1336,1356,1573]
notice-heading: FICTITIOUS BUSINESS NAME STATEMENT FILE NO. 2023-013980 [235,1844,451,1867]
notice-body: The following person(s) is (are) doing business as: SPECIAL K'S, 112 W 5TH ST # 509, LOS ANGELES, CA 90013. Full name of registrant(s) is (are) KIM MICHELLE GAINES, 112 W 5TH ST # 509, LOS ANGELES, CA 90013. This Business is conducted by: AN INDIVIDUAL. Signed: KIM MICHELLE GAINES/OWNER. This statement was filed with the County Clerk of Los Angeles County on 01/18/2023. The registrant(s) has (have) commenced to transact business under the fictitious business name or names listed above on N/A. NOTICE- This Fictitious Name Statement expires five years from the date it was filed in the office of the County Clerk. A new Fictitious Business Name Statement must be filed prior to that date. The filing of this statement does not of itself authorize the use in this state of a Fictitious Business Name in violation of the rights of another under Federal, State, or common law (See section 14411 et seq. Business and Professions Code)Publish: Mountain Views News/JDC [686,1130,904,1326]
notice-column [230,78,456,2539]
notice-body: The following person(s) is (are) doing business as: AFG LOGISTICS, 12809 ORR AND DAY RD, NORWALK, CA 90650. Full name of registrant(s) is (are) ALFONSO FLORES-GONZALEZ, 12809 ORR AND DAY RD, NORWALK, CA 90650. This Business is conducted by: AN INDIVIDUAL. Signed: ALFONSO FLORES-GONZALEZ, OWNER. This statement was filed with the County Clerk of Los Angeles County on 01/25/2023. The registrant(s) has (have) commenced to transact business under the fictitious business name or names listed above on N/A. NOTICE- This Fictitious Name Statement expires five years from the date it was filed in the office of the County Clerk. A new Fictitious Business Name Statement must be filed prior to that date. The filing of this statement does not of itself authorize the use in this state of a Fictitious Business Name in violation of the rights of another under Federal, State, or common law (See section 14411 et seq. Business and Professions Code)Publish: Mountain Views News/JDC [9,576,225,771]
notice-heading: FICTITIOUS BUSINESS NAME STATEMENT FILE NO. 2023011901 [1139,565,1356,587]
notice-body: The following person(s) is (are) doing business as: YESIBEL FLOORING 1444 E MAPLE ST B GLENDALE, CA. 91205. LOS ANGELES COUNTY. Full name of registrant(s) is (are) ESVIN OCTAVIO BONILLA. 1444 E MAPLE ST B GLENDALE, CA. 91205. This Business is conducted by: AN INDIVIDUAL. Signed: ESVIN OCTAVIO BONILLA, OWNER. This statement was filed with the County Clerk of Los Angeles County on 01/18/2023. The registrant(s) has (have) commenced to transact business under the fictitious business name or names listed above on 01/2023. NOTICE- This Fictitious Name Statement expires five years from the date it was filed in the office of the County Clerk. A new Fictitious Business Name Statement must be filed prior to that date. The filing of this statement does not of itself authorize the use in this state of a Fictitious Business Name in violation of the rights of another under Federal, State, or common law (See section 14411 et seq. Business and Professions Code) Publish: ES Mountain Views News [1139,585,1356,793]
notice-heading: FICTITIOUS BUSINESS NAME STATEMENT FILE NO. 2023-015219 [9,1044,225,1066]
legal-notice [1140,78,1356,303]
notice-publication-dates: Dates Pub: JAN 28, FEB 04, 11, 18, 2023 [460,801,618,813]
notice-publication-dates: Dates Pub: JAN 28, FEB 04, 11, 18, 2023 [235,572,391,583]
legal-notice [1140,1836,1356,2010]
notice-body: The following person(s) is (are) doing business as: CORONADO'S HANDYMAN SERVICES, 8051 EASTERN AVE APT 2, BELL GARDENS, CA 90201. Full name of registrant(s) is (are) ERNESTO CORONADO ARANDA, 8051 EASTERN AVE APT 2, BELL GARDENS, CA 90201. This Business is conducted by: AN INDIVIDUAL. Signed: ERNESTO CORONADO ARANDA/OWNER. This statement was filed with the County Clerk of Los Angeles County on 01/23/2023. The registrant(s) has (have) commenced to transact business under the fictitious business name or names listed above on N/A. NOTICE- This Fictitious Name Statement expires five years from the date it was filed in the office of the County Clerk. A new Fictitious Business Name Statement must be filed prior to that date. The filing of this statement does not of itself authorize the use in this state of a Fictitious Business Name in violation of the rights of another under Federal, State, or common law (See section 14411 et seq. Business and Professions Code)Publish: Mountain Views News/JDC [235,856,451,1063]
notice-body: The following person(s) is (are) doing business as: CHARLES MOBILE TOOLS. 4337 LA GRANADA WAY LA CANADA, CA. 91011. LOS ANGELES COUNTY. Full name of registrant(s) is (are) CHARLIE LIKINS. 4337 LA GRANADA WAY LA CANADA, CA. 91011. This Business is conducted by: AN INDIVIDUAL. Signed: CHARLIE LIKINS, OWNER. This statement was filed with the County Clerk of Los Angeles County on 01/27/2023. The registrant(s) has (have) commenced to transact business under the fictitious business name or names listed above on 01/2023. NOTICE- This Fictitious Name Statement expires five years from the date it was filed in the office of the County Clerk. A new Fictitious Business Name Statement must be filed prior to that date. The filing of this statement does not of itself authorize the use in this state of a Fictitious Business Name in violation of the rights of another under Federal, State, or common law (See section 14411 et seq. Business and Professions Code) Publish: ES Mountain Views News [913,1732,1129,1938]
notice-heading: FICTITIOUS BUSINESS NAME STATEMENT FILE NO. 2023017237 [913,141,1129,163]
notice-heading: FICTITIOUS BUSINESS NAME STATEMENT FILE NO. 2023012547 [1139,1075,1356,1097]
notice-heading: FICTITIOUS BUSINESS NAME STATEMENT FILE NO. 2023-016108 [235,1335,451,1357]
notice-publication-dates: Dates Pub: JAN 28, FEB 04, 11, 18, 2023 [686,846,843,858]
legal-notice [687,621,903,858]
notice-heading: FICTITIOUS BUSINESS NAME STATEMENT FILE NO. 2023-014005 [460,576,677,597]
notice-body: The following person(s) is (are) doing business as: FULTON & GARRETT FAMILY FOUNDATION, 1323 SO. LONG BEACH BLVD, COMPTON, CA 90221-5026. Full name of registrant(s) is (are) FULTON & GARRETT FAMILY FOUNDATION, 1323 SO. LONG BEACH BLVD, COMPTON, CA 90221-5026. This Business is conducted by: A CORPORATION. Signed: RALPH E. FULTON SR. This statement was filed with the County Clerk of Los Angeles County on 01/19/2023. The registrant(s) has (have) commenced to transact business under the fictitious business name or names listed above on 12/2015. NOTICE- This Fictitious Name Statement expires five years from the date it was filed in the office of the County Clerk. [235,1865,451,2010]
notice-body: The following person(s) is (are) doing business as: LUED.ONE 12133 BURBANK BLVD APT 10 VALLEY VILLAGE, CA. 91607. LOS ANGELES COUNTY. Full name of registrant(s) is (are) LUDWING R CUEVAS. 12133 BURBANK BLVD APT 10 VALLEY VILLAGE, CA. 91607. This Business is conducted by: AN INDIVIDUAL. Signed: LUDWING R CUEVAS, OWNER. This statement was filed with the County Clerk of Los Angeles County on 01/18/2023. The registrant(s) has (have) commenced to transact business under the fictitious business name or names listed above on 01/2023. NOTICE- This Fictitious Name Statement expires five years from the date it was filed in the office of the County Clerk. A new Fictitious Business Name Statement must be filed prior to that date. The filing of this statement does not of itself authorize the use in this state of a Fictitious Business Name in violation of the rights of another under Federal, State, or common law (See section 14411 et seq. Business and Professions Code) Publish: ES Mountain Views News [1139,1605,1356,1811]
notice-column [908,78,1134,2539]
notice-publication-dates: Dates Pub: Jan 28, FEB 4, 11, 18 2023 [913,1157,1058,1169]
legal-notice [913,413,1128,649]
notice-publication-dates: Dates Pub: JAN 28, FEB 04, 11, 18, 2023 [460,302,618,314]
legal-notice [913,142,1128,399]
notice-publication-dates: Dates Pub: Jan 21, 28, FEB 4, 11 2023 [1139,292,1285,303]
notice-heading: FICTITIOUS BUSINESS NAME STATEMENT FILE NO. 2023-018156 [460,326,677,348]
notice-heading: FICTITIOUS BUSINESS NAME STATEMENT FILE NO. 2023017225 [913,411,1129,433]
notice-heading: FICTITIOUS BUSINESS NAME STATEMENT FILE NO. 2023-014121 [9,78,225,98]
notice-heading: FICTITIOUS BUSINESS NAME STATEMENT FILE NO. 2023-019505 [9,326,225,348]
notice-heading: FICTITIOUS BUSINESS NAME STATEMENT FILE NO. 2023019357 [913,1180,1129,1203]
notice-publication-dates: Dates Pub: JAN 28, FEB 04, 11, 18, 2023 [235,811,391,823]
notice-heading: FICTITIOUS BUSINESS NAME STATEMENT FILE NO. 2023-018177 [9,795,225,816]
notice-body: The following person(s) is (are) doing business as: THE SKIN GODDESS. 5226 LAUREL CANYON BLVD SUITE 7 VALLEY VILLAGE, CA. 91607. LOS ANGELES COUNTY. Full name of registrant(s) is (are) LEIGHANNA JAHNELLE CHAVEZ. 5226 LAUREL CANYON BLVD SUITE 7 VALLEY VILLAGE, CA. 91607. This Business is conducted by: AN INDIVIDUAL. Signed: LEIGHANNA JAHNELLE CHAVEZ, OWNER. This statement was filed with the County Clerk of Los Angeles County on 01/18/2023. The registrant(s) has (have) commenced to transact business under the fictitious business name or names listed above on 01/2023. NOTICE- This Fictitious Name Statement expires five years from the date it was filed in the office of the County Clerk. A new Fictitious Business Name Statement must be filed prior to that date. The filing of this statement does not of itself authorize the use in this state of a Fictitious Business Name in violation of the rights of another under Federal, State, or common law (See section 14411 et seq. Business and Professions Code) Publish: ES Mountain Views News [1139,1095,1356,1312]
notice-heading: FICTITIOUS BUSINESS NAME STATEMENT FILE NO. 2023-016524 [686,1838,904,1860]
legal-notice [913,1712,1128,1949]
notice-publication-dates: Dates Pub: JAN 28, FEB 04, 11, 18, 2023 [686,1574,843,1586]
notice-publication-dates: Dates Pub: Jan 21, 28, FEB 4, 11 2023 [1139,1810,1285,1822]
notice-publication-dates: Dates Pub: JAN 28, FEB 04, 11, 18, 2023 [686,97,843,109]
notice-column [682,78,908,2539]
notice-heading: FICTITIOUS BUSINESS NAME STATEMENT FILE NO. 2023-011012 [686,1348,904,1370]
notice-body: The following person(s) is (are) doing business as: B-TOWING SERVICE, 11102 OHASSET ST, SUN VALLEY, CA 91352. Full name of registrant(s) is (are) ERICK DOMINGUEZ, 11102 OHASSET ST, SUN VALLEY, CA 91352. This Business is conducted by: AN INDIVIDUAL. Signed: ERICK DOMINGUEZ/OWNER. This statement was filed with the County Clerk of Los Angeles County on 01/24/2023. The registrant(s) has (have) commenced to transact business under the fictitious business name or names listed above on N/A. NOTICE- This Fictitious Name Statement expires five years from the date it was filed in the office of the County Clerk. [686,1858,904,1993]
legal-notice [1140,816,1356,1062]
page-number: 14 [8,0,50,45]
